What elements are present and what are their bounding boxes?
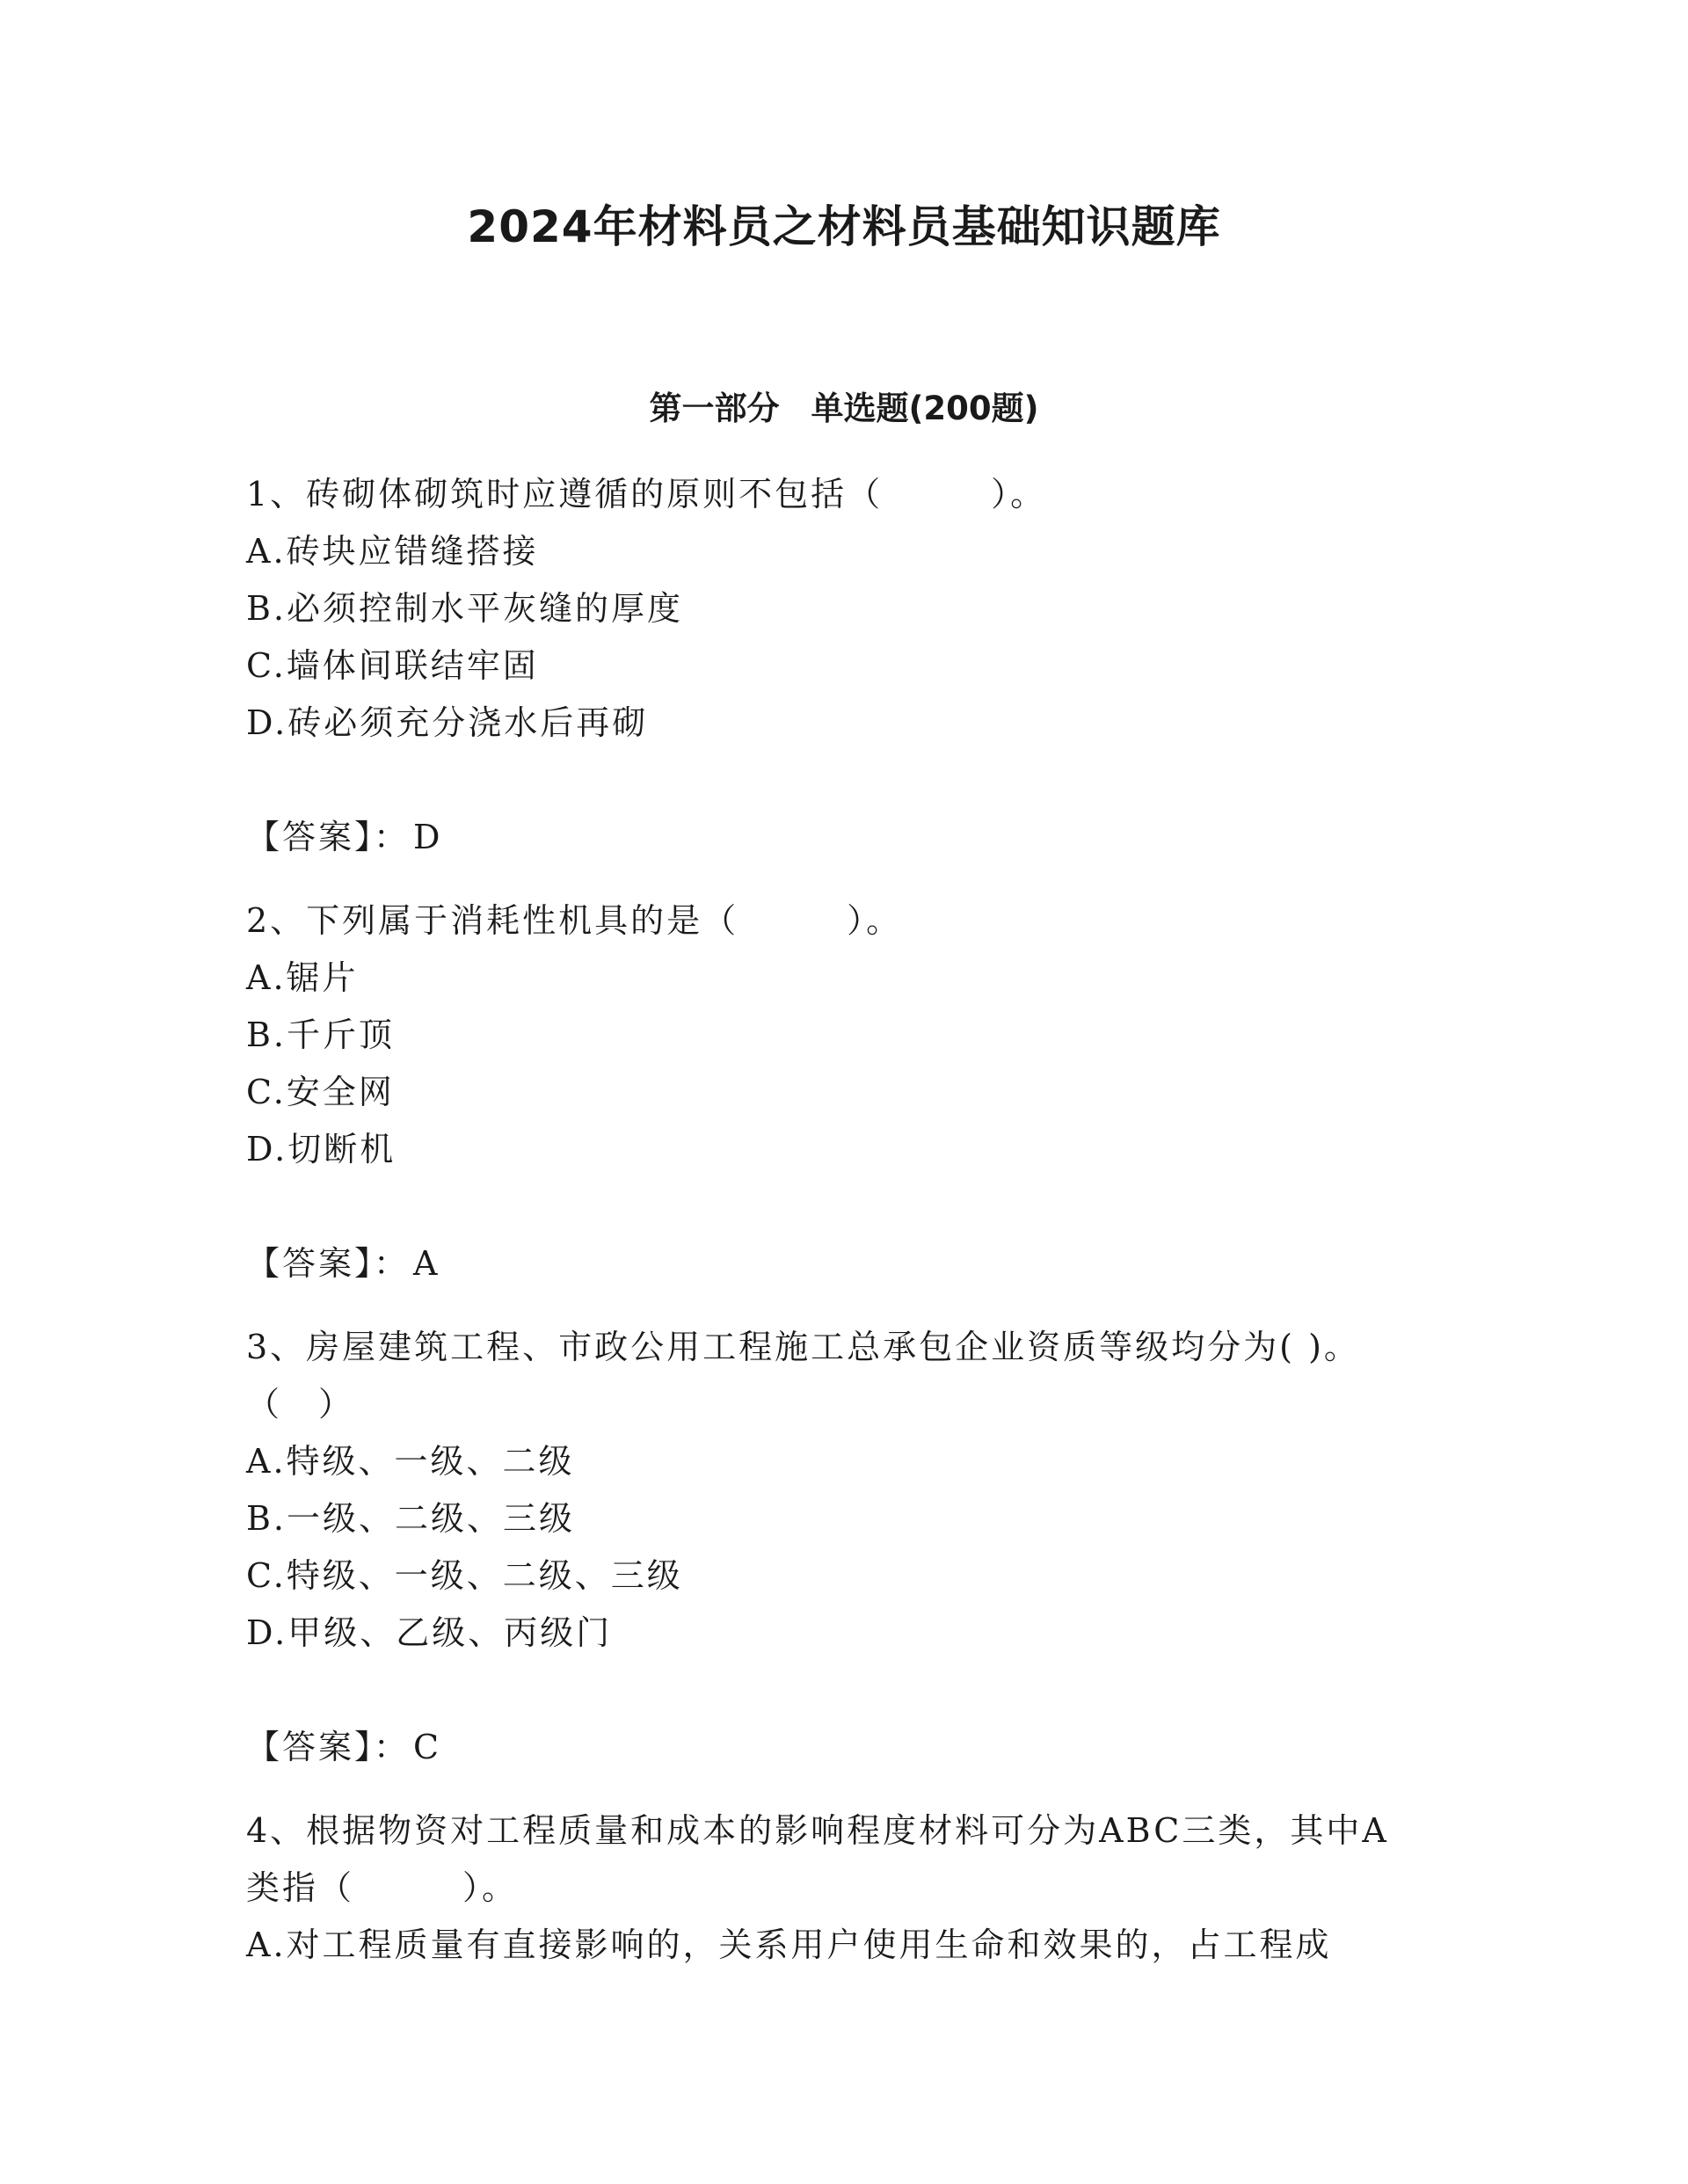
question-2 — [246, 892, 1424, 1292]
answer-line — [246, 1719, 1424, 1776]
answer-line — [246, 809, 1424, 866]
section-heading — [0, 384, 1688, 433]
question-stem: 3、房屋建筑工程、市政公用工程施工总承包企业资质等级均分为( )。（ ） — [246, 1328, 1360, 1423]
option-c: C.安全网 — [246, 1073, 395, 1111]
option-c: C.墙体间联结牢固 — [246, 646, 539, 685]
option-c: C.特级、一级、二级、三级 — [246, 1556, 683, 1595]
answer-line — [246, 1235, 1424, 1292]
option-a: A.对工程质量有直接影响的，关系用户使用生命和效果的，占工程成 — [246, 1926, 1332, 1964]
answer-value: C — [413, 1728, 442, 1766]
answer-label: 【答案】： — [246, 818, 411, 856]
option-d: D.切断机 — [246, 1130, 397, 1168]
option-a: A.砖块应错缝搭接 — [246, 532, 539, 571]
answer-value: D — [413, 818, 443, 856]
option-a: A.特级、一级、二级 — [246, 1442, 575, 1481]
section-name: 单选题(200题) — [811, 389, 1039, 427]
question-stem: 1、砖砌体砌筑时应遵循的原则不包括（ ）。 — [246, 475, 1047, 513]
question-list — [246, 466, 1424, 1974]
option-a: A.锯片 — [246, 958, 359, 997]
option-b: B.千斤顶 — [246, 1016, 396, 1054]
section-part: 第一部分 — [649, 389, 780, 427]
option-d: D.甲级、乙级、丙级门 — [246, 1613, 613, 1652]
question-4 — [246, 1802, 1424, 1974]
question-stem: 4、根据物资对工程质量和成本的影响程度材料可分为ABC三类，其中A类指（ ）。 — [246, 1811, 1389, 1907]
question-stem: 2、下列属于消耗性机具的是（ ）。 — [246, 901, 903, 940]
option-b: B.必须控制水平灰缝的厚度 — [246, 589, 684, 628]
answer-label: 【答案】： — [246, 1728, 411, 1766]
document-title: 2024年材料员之材料员基础知识题库 — [467, 201, 1221, 252]
option-d: D.砖必须充分浇水后再砌 — [246, 703, 649, 742]
answer-value: A — [413, 1244, 440, 1283]
option-b: B.一级、二级、三级 — [246, 1499, 576, 1538]
question-3 — [246, 1319, 1424, 1776]
question-1 — [246, 466, 1424, 866]
answer-label: 【答案】： — [246, 1244, 411, 1283]
